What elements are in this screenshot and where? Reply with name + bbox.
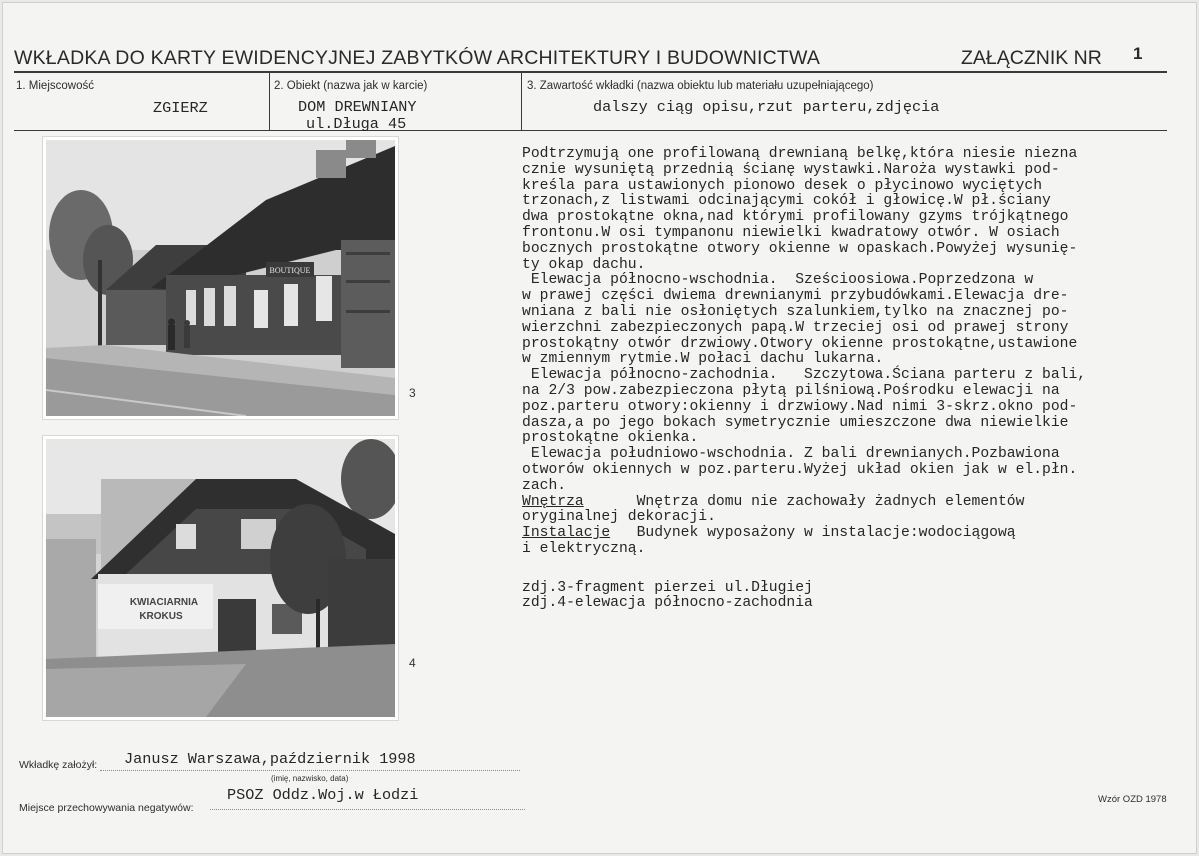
installations-text: i elektryczną. xyxy=(522,540,646,557)
description-line-text: otworów okiennych w poz.parteru.Wyżej układ okien jak w el.płn. xyxy=(522,461,1078,478)
description-line xyxy=(522,384,1086,400)
description-line-text: bocznych prostokątne otwory okienne w opaskach.Powyżej wysunię- xyxy=(522,240,1078,257)
description-line xyxy=(522,352,1086,368)
installations-line xyxy=(522,526,1086,542)
photo-caption xyxy=(522,581,1086,597)
contents-label: 3. Zawartość wkładki (nazwa obiektu lub materiału uzupełniającego) xyxy=(527,80,874,92)
installations-line xyxy=(522,542,1086,558)
object-value-line1: DOM DREWNIANY xyxy=(298,98,417,116)
description-line-text: ty okap dachu. xyxy=(522,256,646,273)
description-line-text: Podtrzymują one profilowaną drewnianą belkę,która niesie niezna xyxy=(522,146,1078,162)
photo4-number: 4 xyxy=(409,656,416,670)
photo-caption-text: zdj.3-fragment pierzei ul.Długiej xyxy=(522,579,813,596)
description-line xyxy=(522,400,1086,416)
field-divider-1 xyxy=(269,73,270,131)
photo3-image xyxy=(46,140,395,416)
description-line xyxy=(522,226,1086,242)
description-line-text: na 2/3 pow.zabezpieczona płytą pilśniową.Pośrodku elewacji na xyxy=(522,382,1060,399)
description-line-text: w prawej części dwiema drewnianymi przybudówkami.Elewacja dre- xyxy=(522,288,1069,305)
author-value: Janusz Warszawa,październik 1998 xyxy=(124,750,416,768)
description-line xyxy=(522,368,1086,384)
author-dotted-line xyxy=(100,770,520,771)
description-line-text: kreśla para ustawionych pionowo desek o płycinowo wyciętych xyxy=(522,177,1043,194)
locality-label: 1. Miejscowość xyxy=(16,80,94,92)
annex-label: ZAŁĄCZNIK NR xyxy=(961,47,1102,69)
description-block xyxy=(522,147,1086,612)
description-line xyxy=(522,463,1086,479)
interior-heading: Wnętrza xyxy=(522,493,584,510)
description-line xyxy=(522,179,1086,195)
document-title: WKŁADKA DO KARTY EWIDENCYJNEJ ZABYTKÓW ARCHITEKTURY I BUDOWNICTWA xyxy=(14,47,821,69)
photo-caption xyxy=(522,596,1086,612)
photo-street-frontage xyxy=(43,137,398,419)
description-line-text: wierzchni zabezpieczonych papą.W trzeciej osi od prawej strony xyxy=(522,319,1069,336)
description-line xyxy=(522,163,1086,179)
contents-value: dalszy ciąg opisu,rzut parteru,zdjęcia xyxy=(593,98,940,116)
description-line-text: w zmiennym rytmie.W połaci dachu lukarna. xyxy=(522,351,884,368)
spacer xyxy=(522,558,1086,574)
description-line-text: prostokątne okienka. xyxy=(522,430,699,447)
form-mark: Wzór OZD 1978 xyxy=(1098,794,1167,805)
description-line-text: frontonu.W osi tympanonu niewielki kwadratowy otwór. W osiach xyxy=(522,224,1060,241)
photo4-shop-sign-line1: KWIACIARNIA xyxy=(129,597,199,608)
description-line xyxy=(522,479,1086,495)
description-line-text: wniana z bali nie osłoniętych szalunkiem,tylko na znacznej po- xyxy=(522,303,1069,320)
description-line xyxy=(522,416,1086,432)
interior-text: Wnętrza domu nie zachowały żadnych elementów xyxy=(583,493,1025,510)
storage-label: Miejsce przechowywania negatywów: xyxy=(19,802,194,814)
object-value-line2: ul.Długa 45 xyxy=(306,115,407,133)
author-hint: (imię, nazwisko, data) xyxy=(271,774,349,783)
description-line-text: trzonach,z listwami odcinającymi cokół i głowicę.W pł.ściany xyxy=(522,193,1051,210)
description-line xyxy=(522,289,1086,305)
description-line-text: poz.parteru otwory:okienny i drzwiowy.Nad nimi 3-skrz.okno pod- xyxy=(522,398,1078,415)
interior-line xyxy=(522,510,1086,526)
description-line-text: zach. xyxy=(522,477,567,494)
description-line-text: Elewacja północno-wschodnia. Sześcioosiowa.Poprzedzona w xyxy=(522,272,1034,289)
photo3-shop-sign: BOUTIQUE xyxy=(269,266,311,275)
locality-value: ZGIERZ xyxy=(153,99,208,117)
storage-value: PSOZ Oddz.Woj.w Łodzi xyxy=(227,786,419,804)
photo-northwest-elevation xyxy=(43,436,398,720)
description-line xyxy=(522,273,1086,289)
object-label: 2. Obiekt (nazwa jak w karcie) xyxy=(274,80,428,92)
field-divider-2 xyxy=(521,73,522,131)
description-line xyxy=(522,447,1086,463)
description-line xyxy=(522,258,1086,274)
interior-line xyxy=(522,495,1086,511)
photo4-shop-sign-line2: KROKUS xyxy=(139,611,183,622)
description-line xyxy=(522,210,1086,226)
description-line-text: cznie wysuniętą przednią ścianę wystawki.Naroża wystawki pod- xyxy=(522,161,1060,178)
description-line-text: Elewacja południowo-wschodnia. Z bali drewnianych.Pozbawiona xyxy=(522,446,1060,463)
photo3-number: 3 xyxy=(409,386,416,400)
annex-number: 1 xyxy=(1133,44,1143,63)
description-line xyxy=(522,337,1086,353)
fields-bottom-rule xyxy=(14,130,1167,131)
description-line xyxy=(522,431,1086,447)
description-line xyxy=(522,321,1086,337)
photo-caption-text: zdj.4-elewacja północno-zachodnia xyxy=(522,595,813,612)
photo4-image xyxy=(46,439,395,717)
description-line xyxy=(522,242,1086,258)
author-label: Wkładkę założył: xyxy=(19,759,98,771)
storage-dotted-line xyxy=(210,809,525,810)
description-line xyxy=(522,147,1086,163)
installations-heading: Instalacje xyxy=(522,525,611,542)
description-line-text: dwa prostokątne okna,nad którymi profilowany gzyms trójkątnego xyxy=(522,209,1069,226)
description-line-text: dasza,a po jego bokach symetrycznie umieszczone dwa niewielkie xyxy=(522,414,1069,431)
interior-text: oryginalnej dekoracji. xyxy=(522,509,716,526)
description-line-text: Elewacja północno-zachodnia. Szczytowa.Ściana parteru z bali, xyxy=(522,367,1087,384)
installations-text: Budynek wyposażony w instalacje:wodociągową xyxy=(610,525,1016,542)
header-rule xyxy=(14,71,1167,73)
description-line xyxy=(522,305,1086,321)
description-line xyxy=(522,194,1086,210)
description-line-text: prostokątny otwór drzwiowy.Otwory okienne prostokątne,ustawione xyxy=(522,335,1078,352)
